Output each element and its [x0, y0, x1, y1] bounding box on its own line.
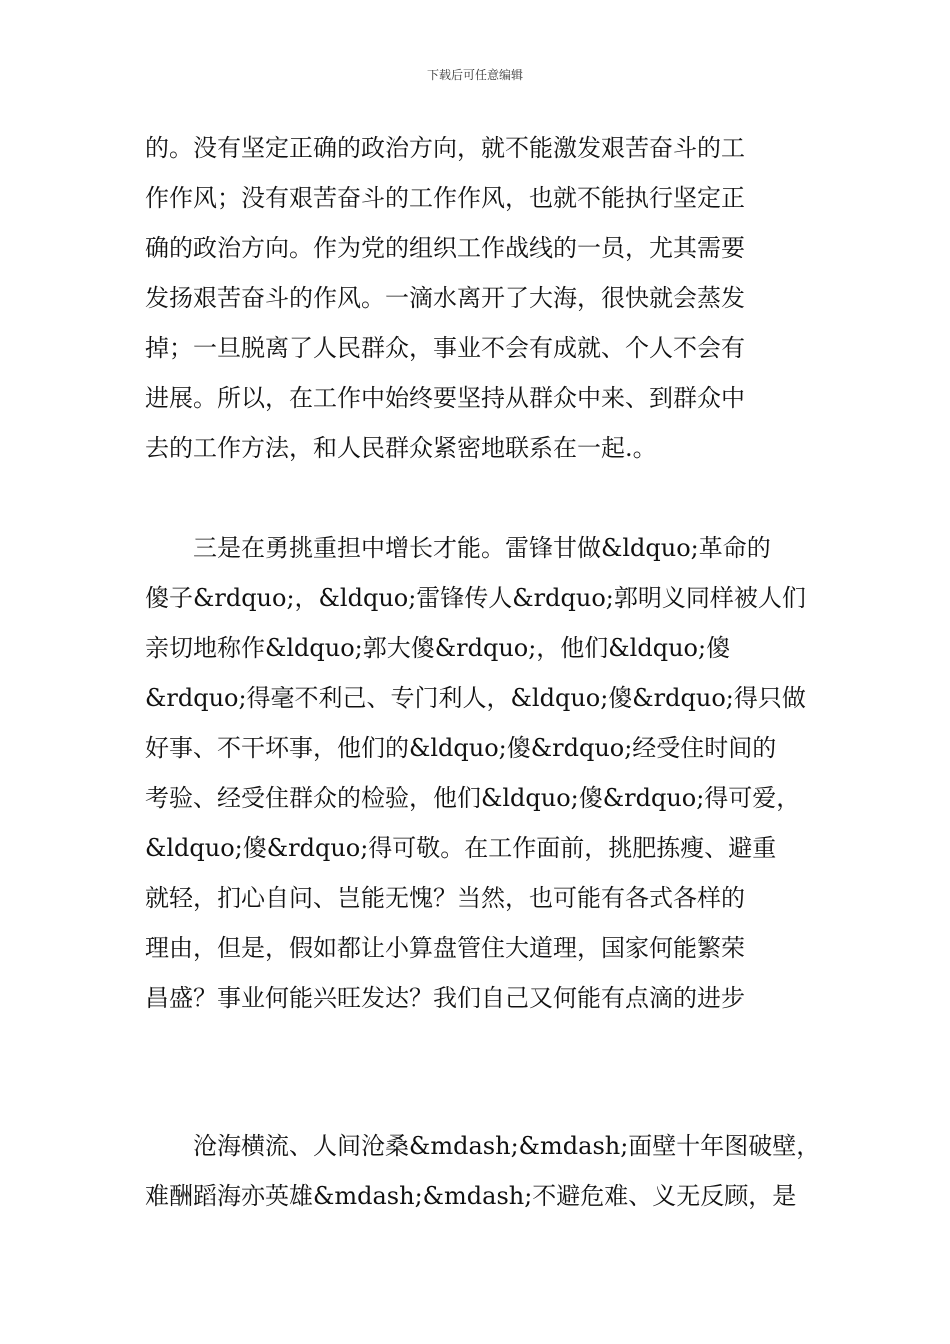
text-line: 好事、不干坏事，他们的&ldquo;傻&rdquo;经受住时间的 [145, 734, 777, 762]
text-line: 作作风；没有艰苦奋斗的工作作风，也就不能执行坚定正 [145, 184, 745, 212]
text-line: 掉；一旦脱离了人民群众，事业不会有成就、个人不会有 [145, 334, 745, 362]
text-line: 三是在勇挑重担中增长才能。雷锋甘做&ldquo;革命的 [193, 534, 771, 562]
text-line: 确的政治方向。作为党的组织工作战线的一员，尤其需要 [145, 234, 745, 262]
text-line: 考验、经受住群众的检验，他们&ldquo;傻&rdquo;得可爱， [145, 784, 801, 812]
text-line: 的。没有坚定正确的政治方向，就不能激发艰苦奋斗的工 [145, 134, 745, 162]
text-line: 傻子&rdquo;，&ldquo;雷锋传人&rdquo;郭明义同样被人们 [145, 584, 806, 612]
text-line: 昌盛？事业何能兴旺发达？我们自己又何能有点滴的进步 [145, 984, 745, 1012]
text-line: 就轻，扪心自问、岂能无愧？当然，也可能有各式各样的 [145, 884, 745, 912]
text-line: 去的工作方法，和人民群众紧密地联系在一起.。 [145, 434, 657, 462]
text-line: 进展。所以，在工作中始终要坚持从群众中来、到群众中 [145, 384, 745, 412]
text-line: 发扬艰苦奋斗的作风。一滴水离开了大海，很快就会蒸发 [145, 284, 745, 312]
text-line: 亲切地称作&ldquo;郭大傻&rdquo;，他们&ldquo;傻 [145, 634, 731, 662]
text-line: 理由，但是，假如都让小算盘管住大道理，国家何能繁荣 [145, 934, 745, 962]
text-line: 沧海横流、人间沧桑&mdash;&mdash;面壁十年图破壁， [193, 1132, 821, 1160]
text-line: &rdquo;得毫不利己、专门利人，&ldquo;傻&rdquo;得只做 [145, 684, 806, 712]
text-line: &ldquo;傻&rdquo;得可敬。在工作面前，挑肥拣瘦、避重 [145, 834, 777, 862]
text-line: 难酬蹈海亦英雄&mdash;&mdash;不避危难、义无反顾，是 [145, 1182, 797, 1210]
page-header: 下载后可任意编辑 [426, 68, 523, 82]
